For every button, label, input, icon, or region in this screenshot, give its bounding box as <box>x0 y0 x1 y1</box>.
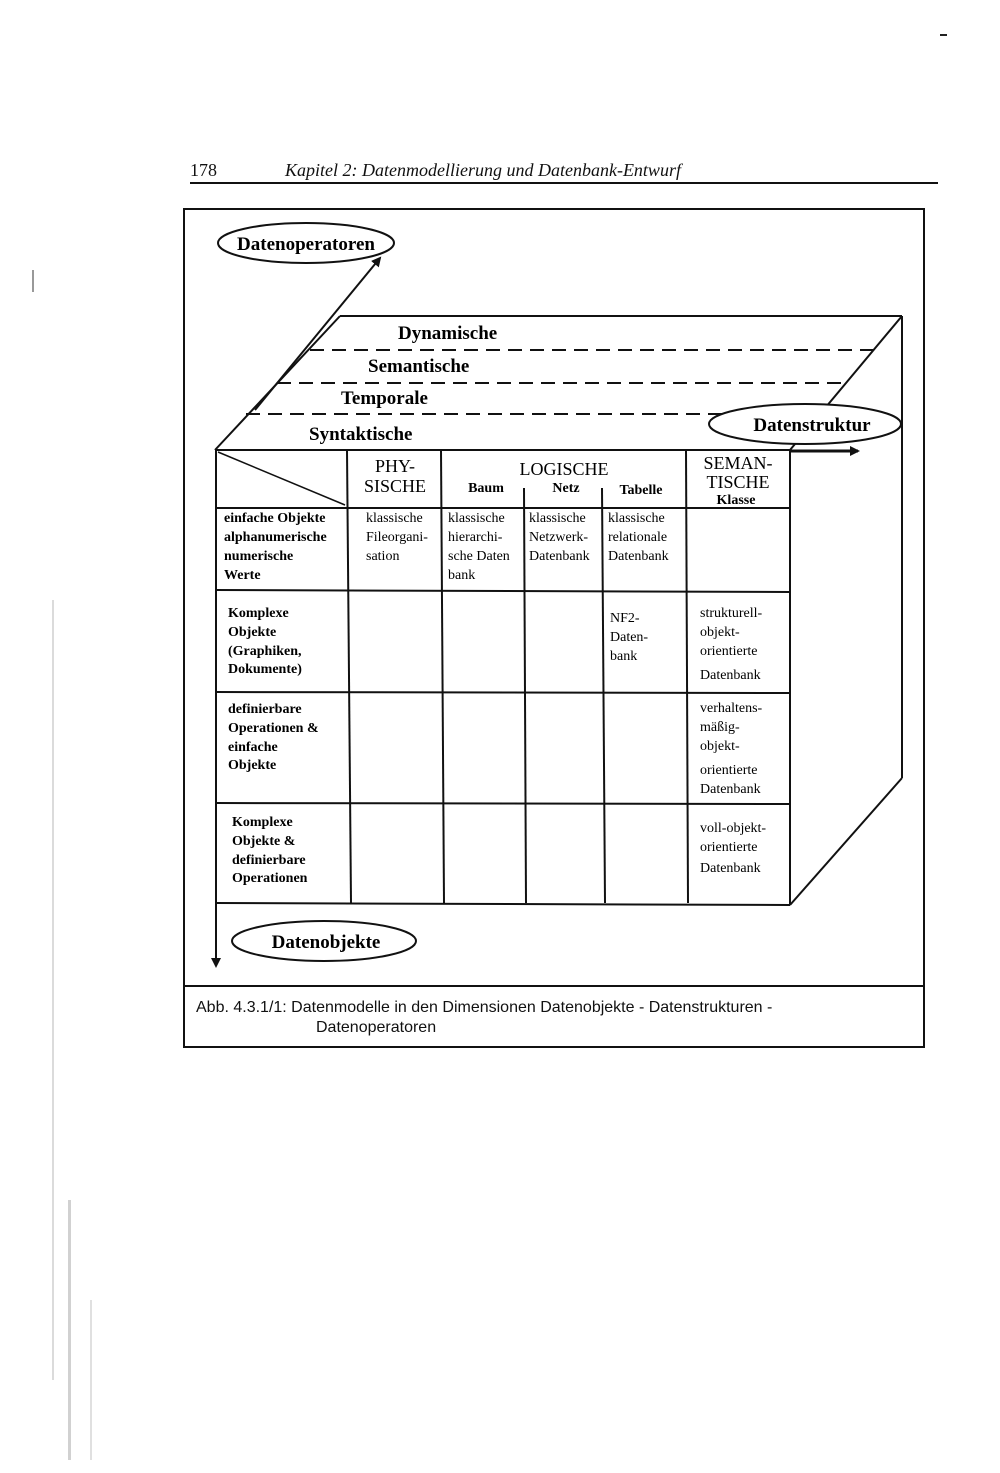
row-2 <box>228 606 763 683</box>
layer-label-dynamic: Dynamische <box>398 323 498 344</box>
row-3-label-line: definierbare <box>228 702 302 717</box>
row-2-label-line: Komplexe <box>228 606 289 621</box>
row-4-label-line: Operationen <box>232 871 308 886</box>
row-1-physical-line: sation <box>366 549 400 564</box>
col-header-physical-1: PHY- <box>374 456 416 476</box>
row-2-semantic-line: Datenbank <box>700 668 761 683</box>
row-2-label-line: Dokumente) <box>228 662 302 677</box>
structure-axis-label: Datenstruktur <box>753 415 871 436</box>
objects-axis-label: Datenobjekte <box>271 932 381 953</box>
operators-axis-label: Datenoperatoren <box>237 234 375 255</box>
row-1-tree-line: klassische <box>448 511 505 526</box>
row-3-label-line: einfache <box>228 740 278 755</box>
row-4-semantic-line: orientierte <box>700 840 758 855</box>
row-1-physical-line: Fileorgani- <box>366 530 428 545</box>
page-number: 178 <box>190 160 217 180</box>
layer-label-syntactic: Syntaktische <box>309 424 413 445</box>
col-header-net: Netz <box>552 481 580 496</box>
row-4-label-line: definierbare <box>232 853 306 868</box>
layer-label-temporal: Temporale <box>341 388 428 409</box>
row-2-label-line: Objekte <box>228 625 277 640</box>
row-2-semantic-line: orientierte <box>700 644 758 659</box>
row-1-tree-line: sche Daten <box>448 549 510 564</box>
row-1-table-line: Datenbank <box>608 549 669 564</box>
row-1-tree-line: bank <box>448 568 476 583</box>
row-1-label-line: numerische <box>224 549 294 564</box>
row-2-table-line: NF2- <box>610 611 640 626</box>
row-3-semantic-line: verhaltens- <box>700 701 763 716</box>
chapter-title: Kapitel 2: Datenmodellierung und Datenbank-Entwurf <box>285 160 681 180</box>
row-1-label-line: Werte <box>224 568 261 583</box>
row-1-table-line: relationale <box>608 530 668 545</box>
figure-caption <box>196 998 918 1038</box>
row-3-label-line: Operationen & <box>228 721 319 736</box>
col-header-tree: Baum <box>468 481 504 496</box>
caption-line-1: Abb. 4.3.1/1: Datenmodelle in den Dimensionen Datenobjekte - Datenstrukturen - <box>196 999 773 1016</box>
row-1-label-line: alphanumerische <box>224 530 327 545</box>
col-header-logical: LOGISCHE <box>519 459 609 479</box>
caption-line-2: Datenoperatoren <box>316 1019 437 1036</box>
row-1-net-line: Netzwerk- <box>529 530 589 545</box>
row-1-tree-line: hierarchi- <box>448 530 503 545</box>
row-3-semantic-line: orientierte <box>700 763 758 778</box>
row-1-table-line: klassische <box>608 511 665 526</box>
row-4-semantic-line: Datenbank <box>700 861 761 876</box>
row-2-semantic-line: strukturell- <box>700 606 763 621</box>
row-3-semantic-line: Datenbank <box>700 782 761 797</box>
row-1-net-line: klassische <box>529 511 586 526</box>
col-header-semantic-2: TISCHE <box>706 472 770 492</box>
col-header-semantic-1: SEMAN- <box>703 453 773 473</box>
row-4 <box>232 815 766 886</box>
cube-bottom-right-edge <box>790 778 902 905</box>
row-1-physical-line: klassische <box>366 511 423 526</box>
row-3-label-line: Objekte <box>228 758 277 773</box>
row-1-net-line: Datenbank <box>529 549 590 564</box>
row-2-label-line: (Graphiken, <box>228 644 302 659</box>
row-2-table-line: Daten- <box>610 630 649 645</box>
row-2-table-line: bank <box>610 649 638 664</box>
row-3-semantic-line: mäßig- <box>700 720 740 735</box>
col-header-semantic-class: Klasse <box>716 493 756 508</box>
row-4-label-line: Komplexe <box>232 815 293 830</box>
row-4-label-line: Objekte & <box>232 834 296 849</box>
row-4-semantic-line: voll-objekt- <box>700 821 767 836</box>
row-3 <box>228 701 763 797</box>
row-2-semantic-line: objekt- <box>700 625 740 640</box>
row-3-semantic-line: objekt- <box>700 739 740 754</box>
row-1-label-line: einfache Objekte <box>224 511 326 526</box>
col-header-table: Tabelle <box>619 483 663 498</box>
col-header-physical-2: SISCHE <box>363 476 427 496</box>
layer-label-semantic: Semantische <box>368 356 470 377</box>
